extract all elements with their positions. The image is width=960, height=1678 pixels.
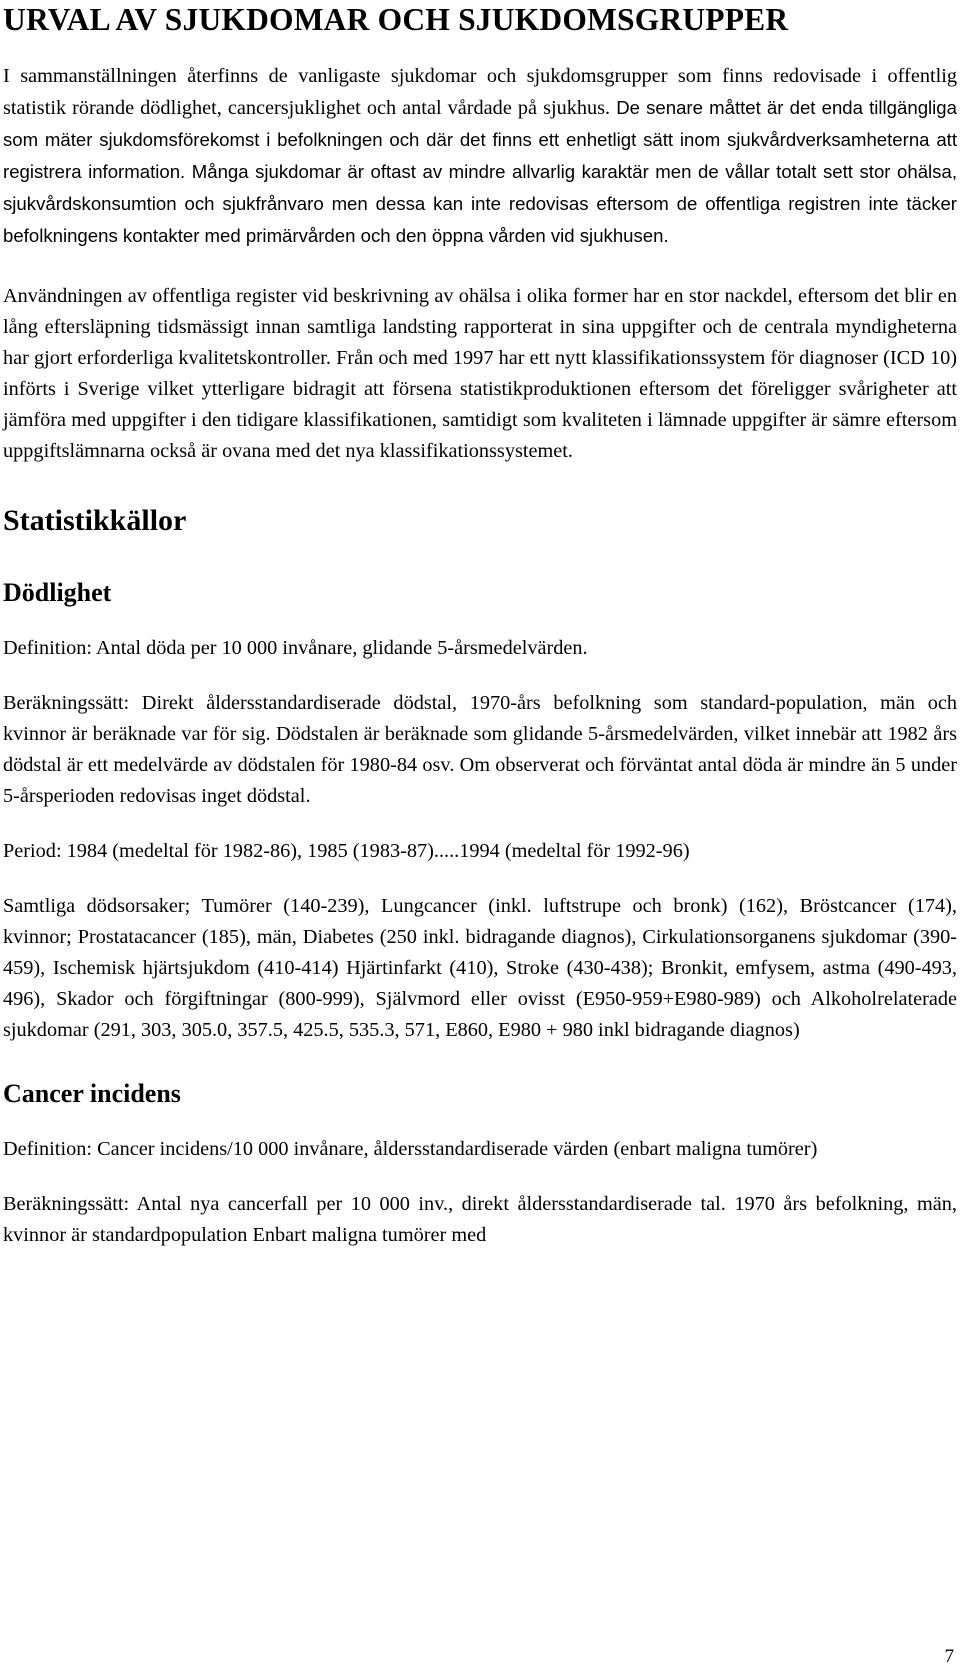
section-heading-statistikkallor: Statistikkällor (3, 504, 187, 537)
subheading-dodlighet: Dödlighet (3, 578, 112, 607)
page-number: 7 (944, 1646, 954, 1667)
page-title: URVAL AV SJUKDOMAR OCH SJUKDOMSGRUPPER (3, 2, 789, 37)
dodlighet-berakningssatt-b: Om observerat och förväntat antal döda är mindre än 5 under 5-årsperioden redovisas inget dödstal. (3, 754, 958, 807)
subheading-cancer-incidens: Cancer incidens (3, 1079, 181, 1108)
intro-paragraph-2 (3, 281, 957, 467)
dodlighet-period: Period: 1984 (medeltal för 1982-86), 1985 (1983-87).....1994 (medeltal för 1992-96) (3, 840, 690, 862)
dodlighet-definition: Definition: Antal döda per 10 000 invånare, glidande 5-årsmedelvärden. (3, 637, 588, 659)
cancer-berakningssatt: Beräkningssätt: Antal nya cancerfall per 10 000 inv., direkt åldersstandardiserade tal. 1970 års befolkning, män, kvinnor är standardpopulation Enbart maligna tumörer med (3, 1193, 957, 1246)
intro-paragraph-2-b: Från och med 1997 har ett nytt klassifikationssystem för diagnoser (ICD 10) införts i Sverige vilket ytterligare bidragit att försena statistikproduktionen eftersom det föreligger svårigheter att jämföra med uppgifter i den tidigare klassifikationen, samtidigt som kvaliteten i lämnade uppgifter är sämre eftersom uppgiftslämnarna också är ovana med det nya klassifikationssystemet. (3, 347, 957, 462)
intro-paragraph-1-sans: De senare måttet är det enda tillgängliga som mäter sjukdomsförekomst i befolkningen och där det finns ett enhetligt sätt inom sjukvårdverksamheterna att registrera information. Många sjukdomar är oftast av mindre allvarlig karaktär men de vållar totalt sett stor ohälsa, sjukvårdskonsumtion och sjukfrånvaro men dessa kan inte redovisas eftersom de offentliga registren inte täcker befolkningens kontakter med primärvården och den öppna vården vid sjukhusen. (3, 97, 957, 246)
document-page (3, 0, 957, 1251)
intro-paragraph-2-a: Användningen av offentliga register vid beskrivning av ohälsa i olika former har en stor nackdel, eftersom det blir en lång eftersläpning tidsmässigt innan samtliga landsting rapporterat in sina uppgifter och de centrala myndigheterna har gjort erforderliga kvalitetskontroller. (3, 285, 957, 369)
dodlighet-berakningssatt-a: Beräkningssätt: Direkt åldersstandardiserade dödstal, 1970-års befolkning som standard-population, män och kvinnor är beräknade var för sig. Dödstalen är beräknade som glidande 5-årsmedelvärden, vilket innebär att 1982 års dödstal är ett medelvärde av dödstalen för 1980-84 osv. (3, 692, 957, 776)
dodlighet-berakningssatt (3, 688, 957, 812)
intro-paragraph-1-serif: I sammanställningen återfinns de vanligaste sjukdomar och sjukdomsgrupper som finns redovisade i offentlig statistik rörande dödlighet, cancersjuklighet och antal vårdade på sjukhus. (3, 65, 957, 119)
cancer-definition: Definition: Cancer incidens/10 000 invånare, åldersstandardiserade värden (enbart maligna tumörer) (3, 1138, 818, 1160)
dodlighet-dodsorsaker: Samtliga dödsorsaker; Tumörer (140-239), Lungcancer (inkl. luftstrupe och bronk) (162), Bröstcancer (174), kvinnor; Prostatacancer (185), män, Diabetes (250 inkl. bidragande diagnos), Cirkulationsorganens sjukdomar (390-459), Ischemisk hjärtsjukdom (410-414) Hjärtinfarkt (410), Stroke (430-438); Bronkit, emfysem, astma (490-493, 496), Skador och förgiftningar (800-999), Självmord eller ovisst (E950-959+E980-989) och Alkoholrelaterade sjukdomar (291, 303, 305.0, 357.5, 425.5, 535.3, 571, E860, E980 + 980 inkl bidragande diagnos) (3, 895, 957, 1041)
intro-paragraph-1 (3, 61, 957, 252)
